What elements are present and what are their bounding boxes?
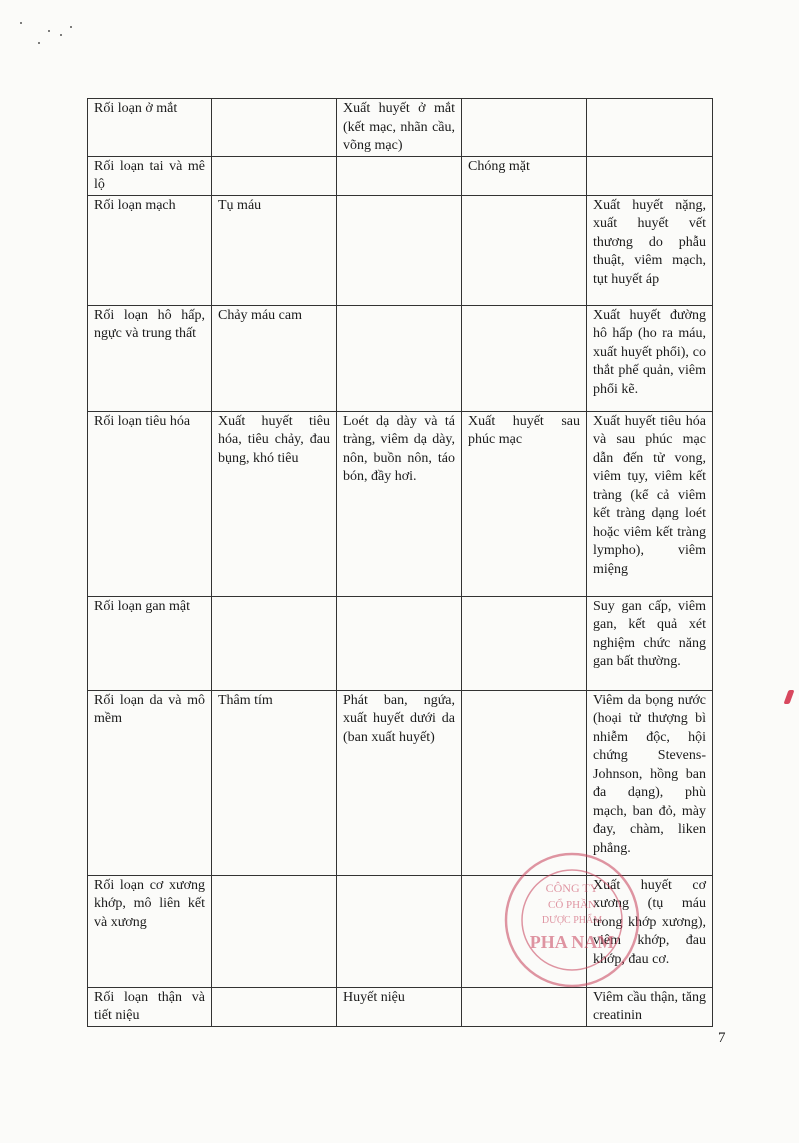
- table-cell: Rối loạn tai và mê lộ: [88, 156, 212, 195]
- table-cell: Viêm da bọng nước (hoại tử thượng bì nhiễm độc, hội chứng Stevens-Johnson, hồng ban đa dạng), phù mạch, ban đỏ, mày đay, chàm, liken phẳng.: [587, 690, 713, 875]
- stamp-line-1: CÔNG TY: [545, 881, 599, 895]
- table-cell: Xuất huyết nặng, xuất huyết vết thương do phẫu thuật, viêm mạch, tụt huyết áp: [587, 195, 713, 305]
- table-cell: Rối loạn gan mật: [88, 596, 212, 690]
- stamp-line-2: CỔ PHẦN: [548, 899, 596, 911]
- table-cell: [212, 596, 337, 690]
- table-row: [88, 411, 713, 596]
- table-row: [88, 690, 713, 875]
- table-cell: Rối loạn cơ xương khớp, mô liên kết và xương: [88, 875, 212, 987]
- table-cell: [337, 156, 462, 195]
- table-cell: Loét dạ dày và tá tràng, viêm dạ dày, nôn, buồn nôn, táo bón, đầy hơi.: [337, 411, 462, 596]
- table-cell: [587, 156, 713, 195]
- table-cell: Phát ban, ngứa, xuất huyết dưới da (ban xuất huyết): [337, 690, 462, 875]
- table-row: [88, 195, 713, 305]
- table-cell: Chảy máu cam: [212, 305, 337, 411]
- stamp-line-4: PHA NAM: [529, 932, 615, 952]
- adverse-effects-table: [87, 98, 713, 1027]
- table-cell: Rối loạn mạch: [88, 195, 212, 305]
- page-number: 7: [718, 1030, 726, 1046]
- stamp-line-3: DƯỢC PHẨM: [541, 915, 603, 926]
- table-cell: [462, 875, 587, 987]
- table-cell: Xuất huyết tiêu hóa, tiêu chảy, đau bụng, khó tiêu: [212, 411, 337, 596]
- table-cell: [337, 875, 462, 987]
- table-cell: Chóng mặt: [462, 156, 587, 195]
- table-cell: [462, 596, 587, 690]
- table-cell: Rối loạn da và mô mềm: [88, 690, 212, 875]
- table-cell: Rối loạn thận và tiết niệu: [88, 987, 212, 1026]
- table-cell: [212, 875, 337, 987]
- table-cell: Xuất huyết ở mắt (kết mạc, nhãn cầu, võng mạc): [337, 99, 462, 157]
- table-row: [88, 99, 713, 157]
- table-cell: [212, 99, 337, 157]
- table-cell: Rối loạn hô hấp, ngực và trung thất: [88, 305, 212, 411]
- table-cell: [337, 305, 462, 411]
- table-row: [88, 156, 713, 195]
- table-cell: Rối loạn ở mắt: [88, 99, 212, 157]
- table-cell: Suy gan cấp, viêm gan, kết quả xét nghiệm chức năng gan bất thường.: [587, 596, 713, 690]
- table-row: [88, 875, 713, 987]
- scan-specks: [18, 20, 78, 60]
- table-cell: [337, 596, 462, 690]
- table-cell: [212, 156, 337, 195]
- table-cell: Thâm tím: [212, 690, 337, 875]
- table-cell: [462, 305, 587, 411]
- table-row: [88, 596, 713, 690]
- table-cell: Viêm cầu thận, tăng creatinin: [587, 987, 713, 1026]
- table-cell: [462, 690, 587, 875]
- table-cell: Huyết niệu: [337, 987, 462, 1026]
- table-cell: [462, 99, 587, 157]
- table-cell: [587, 99, 713, 157]
- table-cell: Rối loạn tiêu hóa: [88, 411, 212, 596]
- red-ink-mark: [783, 690, 794, 704]
- table-cell: Xuất huyết cơ xương (tụ máu trong khớp xương), viêm khớp, đau khớp, đau cơ.: [587, 875, 713, 987]
- table-row: [88, 987, 713, 1026]
- table-cell: Tụ máu: [212, 195, 337, 305]
- table-row: [88, 305, 713, 411]
- table-cell: Xuất huyết tiêu hóa và sau phúc mạc dẫn đến tử vong, viêm tụy, viêm kết tràng (kể cả viêm kết tràng dạng loét hoặc viêm kết tràng lympho), viêm miệng: [587, 411, 713, 596]
- table-cell: [462, 987, 587, 1026]
- table-cell: Xuất huyết sau phúc mạc: [462, 411, 587, 596]
- table-cell: Xuất huyết đường hô hấp (ho ra máu, xuất huyết phổi), co thắt phế quản, viêm phổi kẽ.: [587, 305, 713, 411]
- table-cell: [337, 195, 462, 305]
- table-cell: [212, 987, 337, 1026]
- table-cell: [462, 195, 587, 305]
